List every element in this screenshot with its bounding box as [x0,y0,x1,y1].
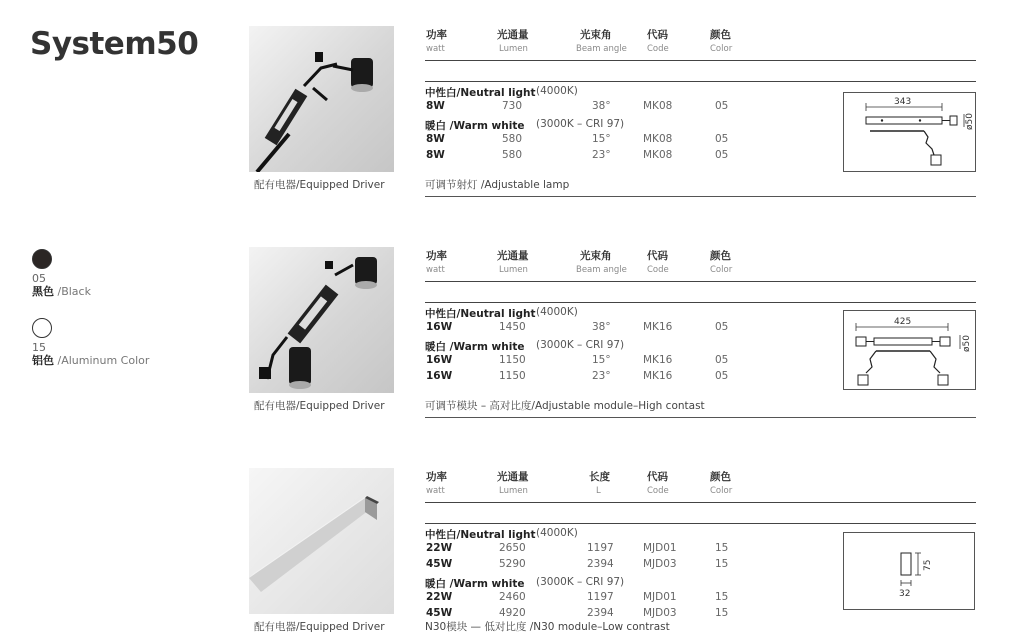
header-beam-en: Beam angle [576,265,627,275]
aluminum-color-dot [32,318,52,338]
header-lumen-en: Lumen [499,265,528,275]
header-color: 颜色 [710,29,731,41]
brand-title: System50 [30,26,199,62]
header-code: 代码 [647,471,668,483]
header-color: 颜色 [710,471,731,483]
divider [425,523,976,524]
table-row: 16W 1150 23° MK16 05 [426,370,729,382]
header-code-en: Code [647,486,669,496]
table-row: 8W 580 23° MK08 05 [426,149,729,161]
product-description: N30模块 — 低对比度 /N30 module–Low contrast [425,621,670,633]
product-description: 可调节射灯 /Adjustable lamp [425,179,570,191]
header-length-en: L [596,486,601,496]
color-swatch-black [32,249,91,299]
header-lumen: 光通量 [497,250,529,262]
header-color: 颜色 [710,250,731,262]
spec-header [425,27,976,61]
header-power: 功率 [426,471,447,483]
header-length: 长度 [589,471,610,483]
table-row: 45W 5290 2394 MJD03 15 [426,558,729,570]
adjustable-module-illustration [249,247,394,393]
neutral-group-label: 中性白/Neutral light (4000K) [425,85,578,99]
header-lumen-en: Lumen [499,44,528,54]
color-swatch-aluminum [32,318,149,368]
color-code: 05 [32,272,46,285]
spec-header [425,469,976,503]
header-lumen: 光通量 [497,471,529,483]
dim-diameter: ø50 [965,113,975,130]
header-power: 功率 [426,250,447,262]
header-power-en: watt [426,486,445,496]
divider [425,196,976,197]
header-power-en: watt [426,265,445,275]
color-name: 铝色 /Aluminum Color [32,354,150,367]
dim-diameter: ø50 [962,335,972,352]
header-code: 代码 [647,250,668,262]
dim-length: 425 [894,317,912,327]
dim-length: 343 [894,97,912,107]
table-row: 16W 1450 38° MK16 05 [426,321,729,333]
spec-header [425,248,976,282]
warm-group-label: 暖白 /Warm white (3000K – CRI 97) [425,118,625,132]
driver-caption: 配有电器/Equipped Driver [254,179,385,191]
header-color-en: Color [710,265,733,275]
header-color-en: Color [710,44,733,54]
product-photo-adjustable-lamp [249,26,394,172]
divider [425,81,976,82]
table-row: 8W 730 38° MK08 05 [426,100,729,112]
dimension-drawing-3 [843,532,975,610]
color-code: 15 [32,341,46,354]
table-row: 45W 4920 2394 MJD03 15 [426,607,729,619]
header-lumen: 光通量 [497,29,529,41]
header-beam-en: Beam angle [576,44,627,54]
product-photo-n30-module [249,468,394,614]
header-beam: 光束角 [580,29,612,41]
neutral-group-label: 中性白/Neutral light (4000K) [425,306,578,320]
header-power-en: watt [426,44,445,54]
header-code: 代码 [647,29,668,41]
warm-group-label: 暖白 /Warm white (3000K – CRI 97) [425,576,625,590]
header-code-en: Code [647,265,669,275]
divider [425,417,976,418]
dim-width: 32 [899,589,911,599]
black-color-dot [32,249,52,269]
neutral-group-label: 中性白/Neutral light (4000K) [425,527,578,541]
table-row: 22W 2650 1197 MJD01 15 [426,542,729,554]
color-name: 黑色 /Black [32,285,91,298]
header-color-en: Color [710,486,733,496]
n30-module-illustration [249,468,394,614]
dim-height: 75 [923,559,933,571]
table-row: 22W 2460 1197 MJD01 15 [426,591,729,603]
table-row: 8W 580 15° MK08 05 [426,133,729,145]
adjustable-lamp-illustration [249,26,394,172]
warm-group-label: 暖白 /Warm white (3000K – CRI 97) [425,339,625,353]
header-code-en: Code [647,44,669,54]
table-row: 16W 1150 15° MK16 05 [426,354,729,366]
driver-caption: 配有电器/Equipped Driver [254,400,385,412]
header-lumen-en: Lumen [499,486,528,496]
divider [425,302,976,303]
dimension-drawing-1 [843,92,976,172]
product-description: 可调节模块 – 高对比度/Adjustable module–High contast [425,400,705,412]
header-power: 功率 [426,29,447,41]
dimension-drawing-2 [843,310,976,390]
driver-caption: 配有电器/Equipped Driver [254,621,385,633]
product-photo-adjustable-module [249,247,394,393]
header-beam: 光束角 [580,250,612,262]
